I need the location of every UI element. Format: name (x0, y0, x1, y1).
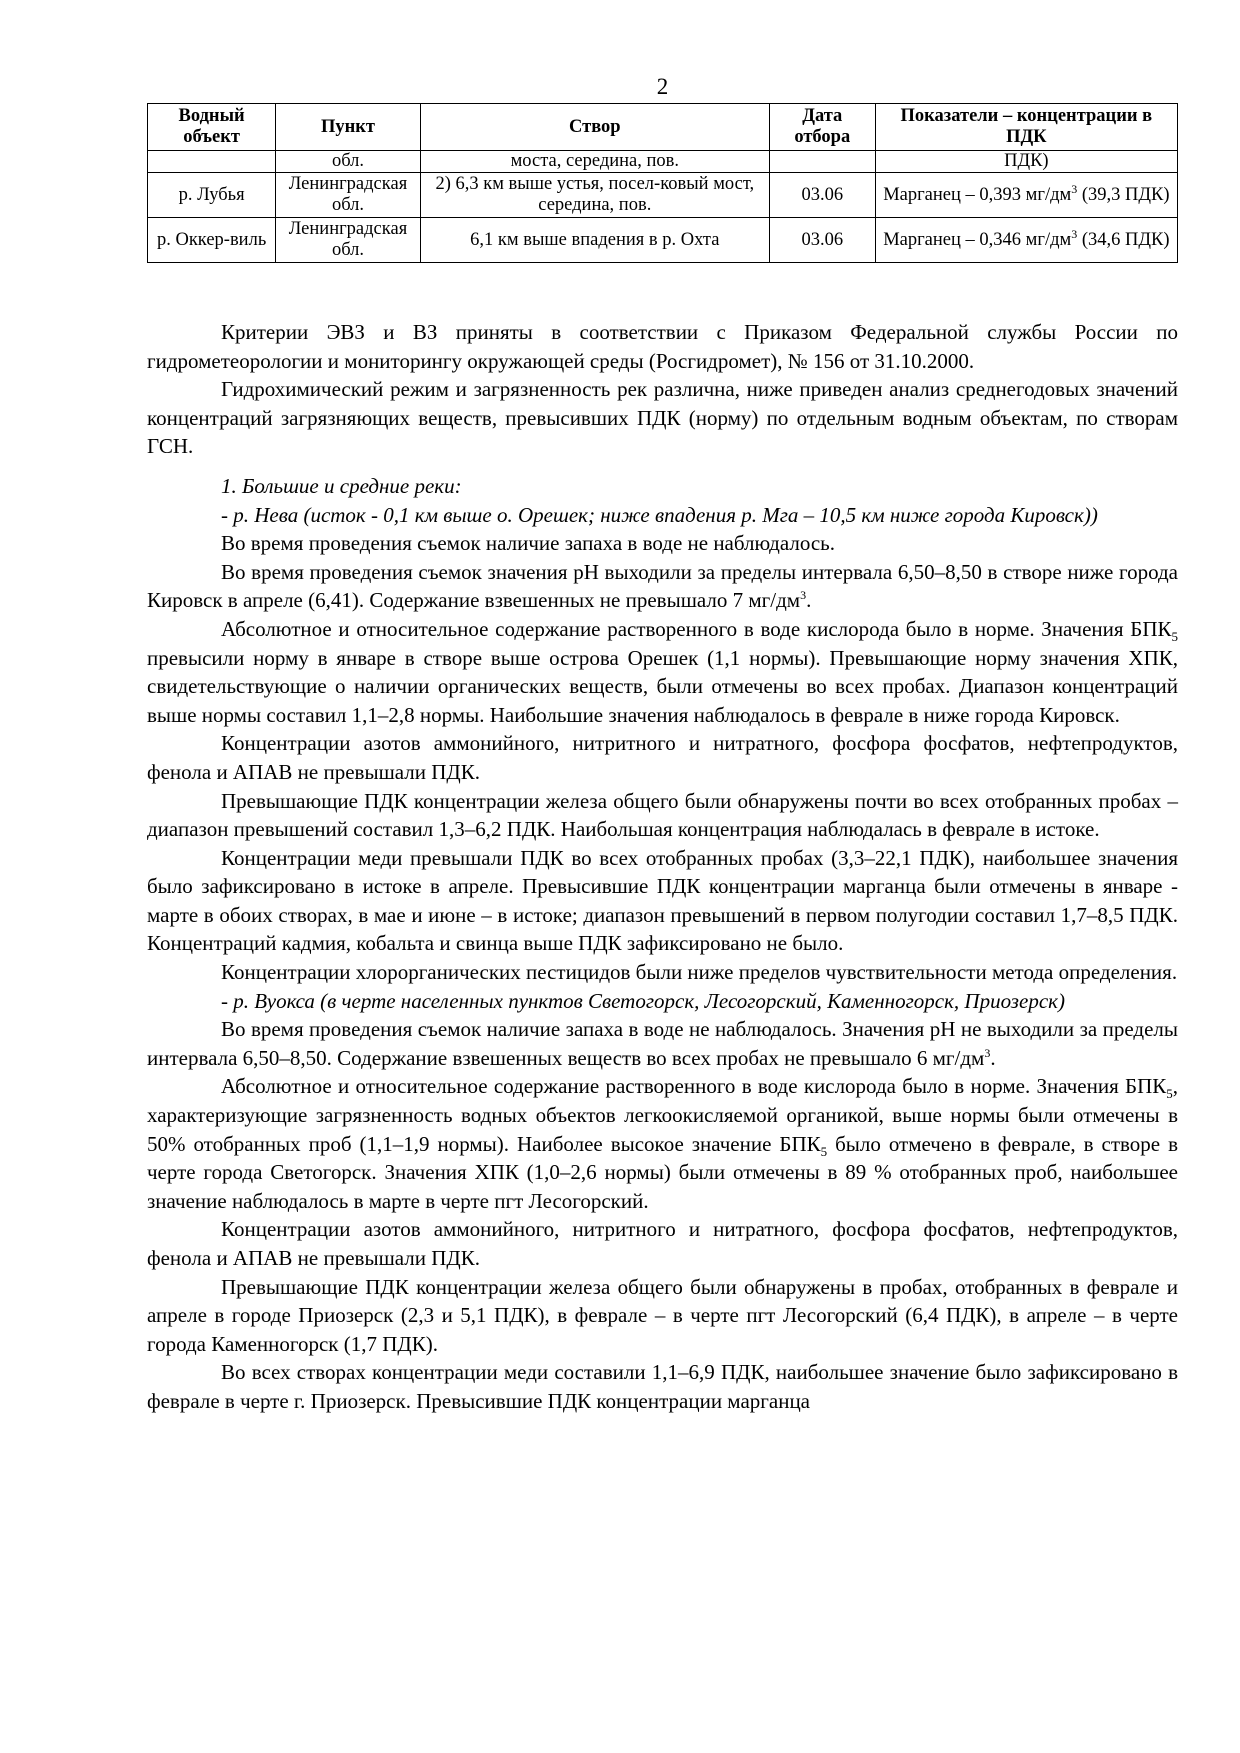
paragraph-criteria: Критерии ЭВЗ и ВЗ приняты в соответствии с Приказом Федеральной службы России по гидрометеорологии и мониторингу окружающей среды (Росгидромет), № 156 от 31.10.2000. (147, 320, 1178, 373)
river-heading-vuoksa: - р. Вуокса (в черте населенных пунктов Светогорск, Лесогорский, Каменногорск, Приозерск) (221, 988, 1065, 1013)
paragraph (147, 615, 1178, 729)
cell-indicator: ПДК) (875, 151, 1177, 173)
paragraph: Концентрации азотов аммонийного, нитритного и нитратного, фосфора фосфатов, нефтепродуктов, фенола и АПАВ не превышали ПДК. (147, 1217, 1178, 1270)
paragraph: Концентрации азотов аммонийного, нитритного и нитратного, фосфора фосфатов, нефтепродуктов, фенола и АПАВ не превышали ПДК. (147, 731, 1178, 784)
text-span: превысили норму в январе в створе выше острова Орешек (1,1 нормы). Превышающие норму значения ХПК, свидетельствующие о наличии органических веществ, были отмечены во всех пробах. Диапазон концентраций выше нормы составил 1,1–2,8 нормы. Наибольшие значения наблюдалось в феврале в ниже города Кировск. (147, 645, 1178, 727)
subscript: 5 (1166, 1086, 1173, 1102)
cell-object: р. Оккер-виль (148, 218, 276, 263)
page-number: 2 (656, 74, 669, 99)
document-body (147, 318, 1178, 1416)
cell-site: 6,1 км выше впадения в р. Охта (420, 218, 769, 263)
header-indicators: Показатели – концентрации в ПДК (875, 104, 1177, 151)
monitoring-table (147, 103, 1178, 263)
cell-object: р. Лубья (148, 173, 276, 218)
text-span: Во время проведения съемок значения pH выходили за пределы интервала 6,50–8,50 в створе ниже города Кировск в апреле (6,41). Содержание взвешенных не превышало 7 мг/дм (147, 559, 1178, 613)
cell-point: Ленинградская обл. (276, 218, 421, 263)
paragraph (147, 1015, 1178, 1072)
cell-date: 03.06 (769, 173, 875, 218)
text-span: было отмечено в феврале, в створе в черте города Светогорск. Значения ХПК (1,0–2,6 нормы) были отмечены в 89 % отобранных проб, наибольшее значение наблюдалось в марте в черте пгт Лесогорский. (147, 1131, 1178, 1213)
paragraph-regime: Гидрохимический режим и загрязненность рек различна, ниже приведен анализ среднегодовых значений концентраций загрязняющих веществ, превысивших ПДК (норму) по отдельным водным объектам, по створам ГСН. (147, 377, 1178, 459)
subscript: 5 (1171, 629, 1178, 645)
table-row (148, 173, 1178, 218)
superscript: 3 (984, 1045, 991, 1060)
paragraph: Во время проведения съемок наличие запаха в воде не наблюдалось. (221, 531, 835, 556)
cell-point: Ленинградская обл. (276, 173, 421, 218)
indicator-text: Марганец – 0,346 мг/дм (883, 229, 1072, 250)
paragraph: Превышающие ПДК концентрации железа общего были обнаружены в пробах, отобранных в феврале и апреле в городе Приозерск (2,3 и 5,1 ПДК), в феврале – в черте пгт Лесогорский (6,4 ПДК), в апреле – в черте города Каменногорск (1,7 ПДК). (147, 1274, 1178, 1356)
text-span: Во время проведения съемок наличие запаха в воде не наблюдалось. Значения pH не выходили за пределы интервала 6,50–8,50. Содержание взвешенных веществ во всех пробах не превышало 6 мг/дм (147, 1017, 1178, 1070)
text-span: . (990, 1045, 996, 1070)
cell-site: моста, середина, пов. (420, 151, 769, 173)
indicator-sup: 3 (1071, 226, 1078, 241)
indicator-text: (34,6 ПДК) (1077, 229, 1170, 250)
subscript: 5 (820, 1143, 828, 1159)
river-heading-neva: - р. Нева (исток - 0,1 км выше о. Орешек; ниже впадения р. Мга – 10,5 км ниже города Кировск)) (221, 502, 1098, 527)
header-site: Створ (420, 104, 769, 151)
text-span: . (806, 588, 812, 613)
text-span: Абсолютное и относительное содержание растворенного в воде кислорода было в норме. Значения БПК (221, 616, 1172, 641)
table-header-row (148, 104, 1178, 151)
section-heading: 1. Большие и средние реки: (221, 473, 462, 498)
table-row (148, 218, 1178, 263)
indicator-sup: 3 (1071, 181, 1078, 196)
superscript: 3 (800, 588, 807, 603)
paragraph: Концентрации хлорорганических пестицидов были ниже пределов чувствительности метода определения. (221, 960, 1178, 985)
paragraph: Во всех створах концентрации меди составили 1,1–6,9 ПДК, наибольшее значение было зафиксировано в феврале в черте г. Приозерск. Превысившие ПДК концентрации марганца (147, 1360, 1178, 1413)
cell-indicator (875, 173, 1177, 218)
paragraph: Превышающие ПДК концентрации железа общего были обнаружены почти во всех отобранных пробах – диапазон превышений составил 1,3–6,2 ПДК. Наибольшая концентрация наблюдалась в феврале в истоке. (147, 788, 1178, 842)
paragraph: Концентрации меди превышали ПДК во всех отобранных пробах (3,3–22,1 ПДК), наибольшее значения было зафиксировано в истоке в апреле. Превысившие ПДК концентрации марганца были отмечены в январе - марте в обоих створах, в мае и июне – в истоке; диапазон превышений в первом полугодии составил 1,7–8,5 ПДК. Концентраций кадмия, кобальта и свинца выше ПДК зафиксировано не было. (147, 845, 1178, 956)
paragraph (147, 558, 1178, 615)
indicator-text: (39,3 ПДК) (1077, 184, 1170, 205)
table-row (148, 151, 1178, 173)
text-span: Абсолютное и относительное содержание растворенного в воде кислорода было в норме. Значения БПК (221, 1074, 1167, 1099)
paragraph (147, 1072, 1178, 1215)
cell-point: обл. (276, 151, 421, 173)
cell-object (148, 151, 276, 173)
cell-date: 03.06 (769, 218, 875, 263)
text-span: , характеризующие загрязненность водных объектов легкоокисляемой органикой, выше нормы были отмечены в 50% отобранных проб (1,1–1,9 нормы). Наиболее высокое значение БПК (147, 1074, 1178, 1156)
cell-site: 2) 6,3 км выше устья, посел-ковый мост, середина, пов. (420, 173, 769, 218)
cell-indicator (875, 218, 1177, 263)
indicator-text: Марганец – 0,393 мг/дм (883, 184, 1072, 205)
header-date: Дата отбора (769, 104, 875, 151)
cell-date (769, 151, 875, 173)
header-water-object: Водный объект (148, 104, 276, 151)
header-point: Пункт (276, 104, 421, 151)
